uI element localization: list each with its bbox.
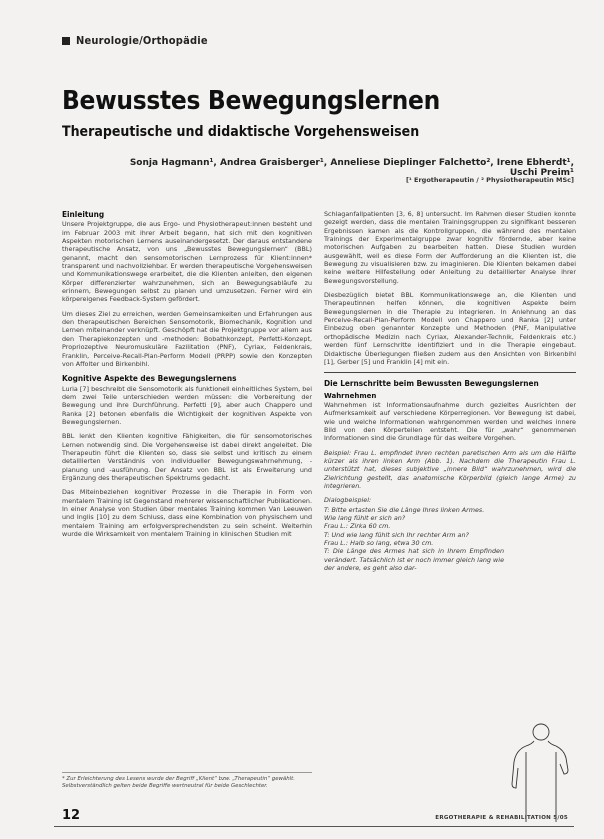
- page-number: 12: [62, 808, 81, 823]
- author-list: Sonja Hagmann¹, Andrea Graisberger¹, Anneliese Dieplinger Falchetto², Irene Ebherdt¹, Uschi Preim¹: [129, 158, 574, 178]
- section-label: Neurologie/Orthopädie: [76, 34, 208, 47]
- paragraph: Um dieses Ziel zu erreichen, werden Gemeinsamkeiten und Erfahrungen aus den therapeutischen Bereichen Sensomotorik, Biomechanik, Kognition und Lernen miteinander verknüpft. Geschöpft hat die Projektgruppe vor allem aus den Therapiekonzepten und -methoden: Bobathkonzept, Perfetti-Konzept, Propriozeptive Neuromuskuläre Fazilitation (PNF), Cyriax, Feldenkrais, Franklin, Perceive-Recall-Plan-Perform Modell (PRPP) sowie den Konzepten von Affolter und Birkenbihl.: [62, 309, 312, 368]
- paragraph: Wahrnehmen ist Informationsaufnahme durch gezieltes Ausrichten der Aufmerksamkeit auf verschiedene Körperregionen. Vor Bewegung ist dabei, wie und welche Informationen wahrgenommen werden und welches innere Bild von den Körperteilen entsteht. Die für „wahr“ genommenen Informationen sind die Grundlage für das weitere Vorgehen.: [324, 400, 576, 443]
- body-outline-figure: [508, 722, 574, 822]
- footer-rule: [54, 826, 574, 827]
- article-subtitle: Therapeutische und didaktische Vorgehensweisen: [62, 124, 420, 140]
- paragraph: Das Miteinbeziehen kognitiver Prozesse in die Therapie in Form von mentalem Training ist Gegenstand mehrerer wissenschaftlicher Publikationen. In einer Analyse von Studien über mentales Training kommen Van Leeuwen und Inglis [10] zu dem Schluss, dass eine Kombination von physischem und mentalem Training am erfolgversprechendsten zu sein scheint. Weiterhin wurde die Wirksamkeit von mentalem Training in klinischen Studien mit: [62, 488, 312, 539]
- square-bullet-icon: [62, 37, 70, 45]
- paragraph: BBL lenkt den Klienten kognitive Fähigkeiten, die für sensomotorisches Lernen notwendig sind. Die Vorgehensweise ist dabei direkt angeleitet. Die Therapeutin führt die Klienten so, dass sie selbst und kritisch zu einem detaillierten Verständnis von individueller Bewegungswahrnehmung, -planung und -ausführung. Der Ansatz von BBL ist als Erweiterung und Ergänzung des therapeutischen Spektrums gedacht.: [62, 432, 312, 482]
- dialog-line: T: Und wie lang fühlt sich Ihr rechter Arm an?: [324, 530, 469, 539]
- article-title: Bewusstes Bewegungslernen: [62, 86, 440, 116]
- section-divider: [324, 372, 576, 373]
- dialog-line: Frau L.: Halb so lang, etwa 30 cm.: [324, 539, 434, 548]
- heading-lernschritte: Die Lernschritte beim Bewussten Bewegungslernen: [324, 378, 539, 389]
- dialog-lines: [324, 506, 504, 573]
- author-affiliation: [¹ Ergotherapeutin / ² Physiotherapeutin MSc]: [405, 176, 574, 184]
- dialog-line: Frau L.: Zirka 60 cm.: [324, 522, 391, 531]
- dialog-line: Wie lang fühlt er sich an?: [324, 514, 406, 522]
- paragraph: Diesbezüglich bietet BBL Kommunikationswege an, die Klienten und Therapeutinnen helfen können, die kognitiven Aspekte beim Bewegungslernen in die Therapie zu integrieren. In Anlehnung an das Perceive-Recall-Plan-Perform Modell von Chappero und Ranka [2] unter Einbezug oben genannter Konzepte und Methoden (PNF, Manipulative orthopädische Medizin nach Cyriax, Alexander-Technik, Feldenkrais etc.) werden fünf Lernschritte identifiziert und in die Therapie eingebaut. Didaktische Überlegungen fließen zudem aus den Ansichten von Birkenbihl [1], Gerber [5] und Franklin [4] mit ein.: [324, 291, 576, 366]
- heading-wahrnehmen: Wahrnehmen: [324, 391, 377, 400]
- journal-name: ERGOTHERAPIE & REHABILITATION 5/05: [435, 815, 568, 821]
- left-column: [62, 210, 312, 544]
- heading-einleitung: Einleitung: [62, 209, 105, 219]
- dialog-line: T: Bitte ertasten Sie die Länge Ihres linken Armes.: [324, 505, 485, 514]
- footnote: * Zur Erleichterung des Lesens wurde der Begriff „Klient“ bzw. „Therapeutin“ gewählt. Selbstverständlich gelten beide Begriffe wertneutral für beide Geschlechter.: [62, 772, 312, 790]
- example-paragraph: Beispiel: Frau L. empfindet ihren rechten paretischen Arm als um die Hälfte kürzer als ihren linken Arm (Abb. 1). Nachdem die Therapeutin Frau L. unterstützt hat, dieses subjektive „innere Bild“ wahrzunehmen, wird die Zielrichtung gestellt, das anatomische Körperbild (gleich lange Arme) zu integrieren.: [324, 448, 576, 490]
- paragraph: Unsere Projektgruppe, die aus Ergo- und Physiotherapeut:innen besteht und im Februar 2003 mit ihrer Arbeit begann, hat sich mit den kognitiven Aspekten motorischen Lernens auseinandergesetzt. Der daraus entstandene therapeutische Ansatz, von uns „Bewusstes Bewegungslernen“ (BBL) genannt, macht den sensomotorischen Lernprozess für Klient:innen* transparent und nachvollziehbar. Er werden therapeutische Vorgehensweisen und Kommunikationswege erarbeitet, die die Klienten anleiten, den eigenen Körper differenzierter wahrzunehmen, sich an Bewegungsabläufe zu erinnern, Bewegungen selbst zu planen und umzusetzen. Ferner wird ein körpereigenes Feedback-System gefördert.: [62, 220, 312, 304]
- dialog-line: T: Die Länge des Armes hat sich in Ihrem Empfinden verändert. Tatsächlich ist er noch immer gleich lang wie der andere, es geht also dar-: [324, 547, 504, 573]
- dialog-label: Dialogbeispiel:: [324, 496, 372, 505]
- right-column: [324, 210, 576, 572]
- paragraph: Schlaganfallpatienten [3, 6, 8] untersucht. Im Rahmen dieser Studien konnte gezeigt werden, dass die mentalen Trainingsgruppen zu signifikant besseren Ergebnissen kamen als die Kontrollgruppen, die während des mentalen Trainings der Experimentalgruppe zwar kognitiv fördernde, aber keine motorischen Aufgaben zu bearbeiten hatten. Diese Studien wurden ausgewählt, weil es diese Form der Aufforderung an die Klienten ist, die Bewegung zu visualisieren bzw. zu imaginieren. Die Klienten bekamen dabei keine weitere Hilfestellung oder Anleitung zu detaillierter Analyse ihrer Bewegungsvorstellung.: [324, 210, 576, 285]
- section-header: [62, 34, 208, 47]
- paragraph: Luria [7] beschreibt die Sensomotorik als funktionell einheitliches System, bei dem zwei Teile unterschieden werden müssen: die Vorbereitung der Bewegung und ihre Durchführung. Perfetti [9], aber auch Chappero und Ranka [2] betonen ebenfalls die Wichtigkeit der kognitiven Aspekte von Bewegungslernen.: [62, 384, 312, 426]
- heading-kognitive-aspekte: Kognitive Aspekte des Bewegungslernens: [62, 373, 237, 384]
